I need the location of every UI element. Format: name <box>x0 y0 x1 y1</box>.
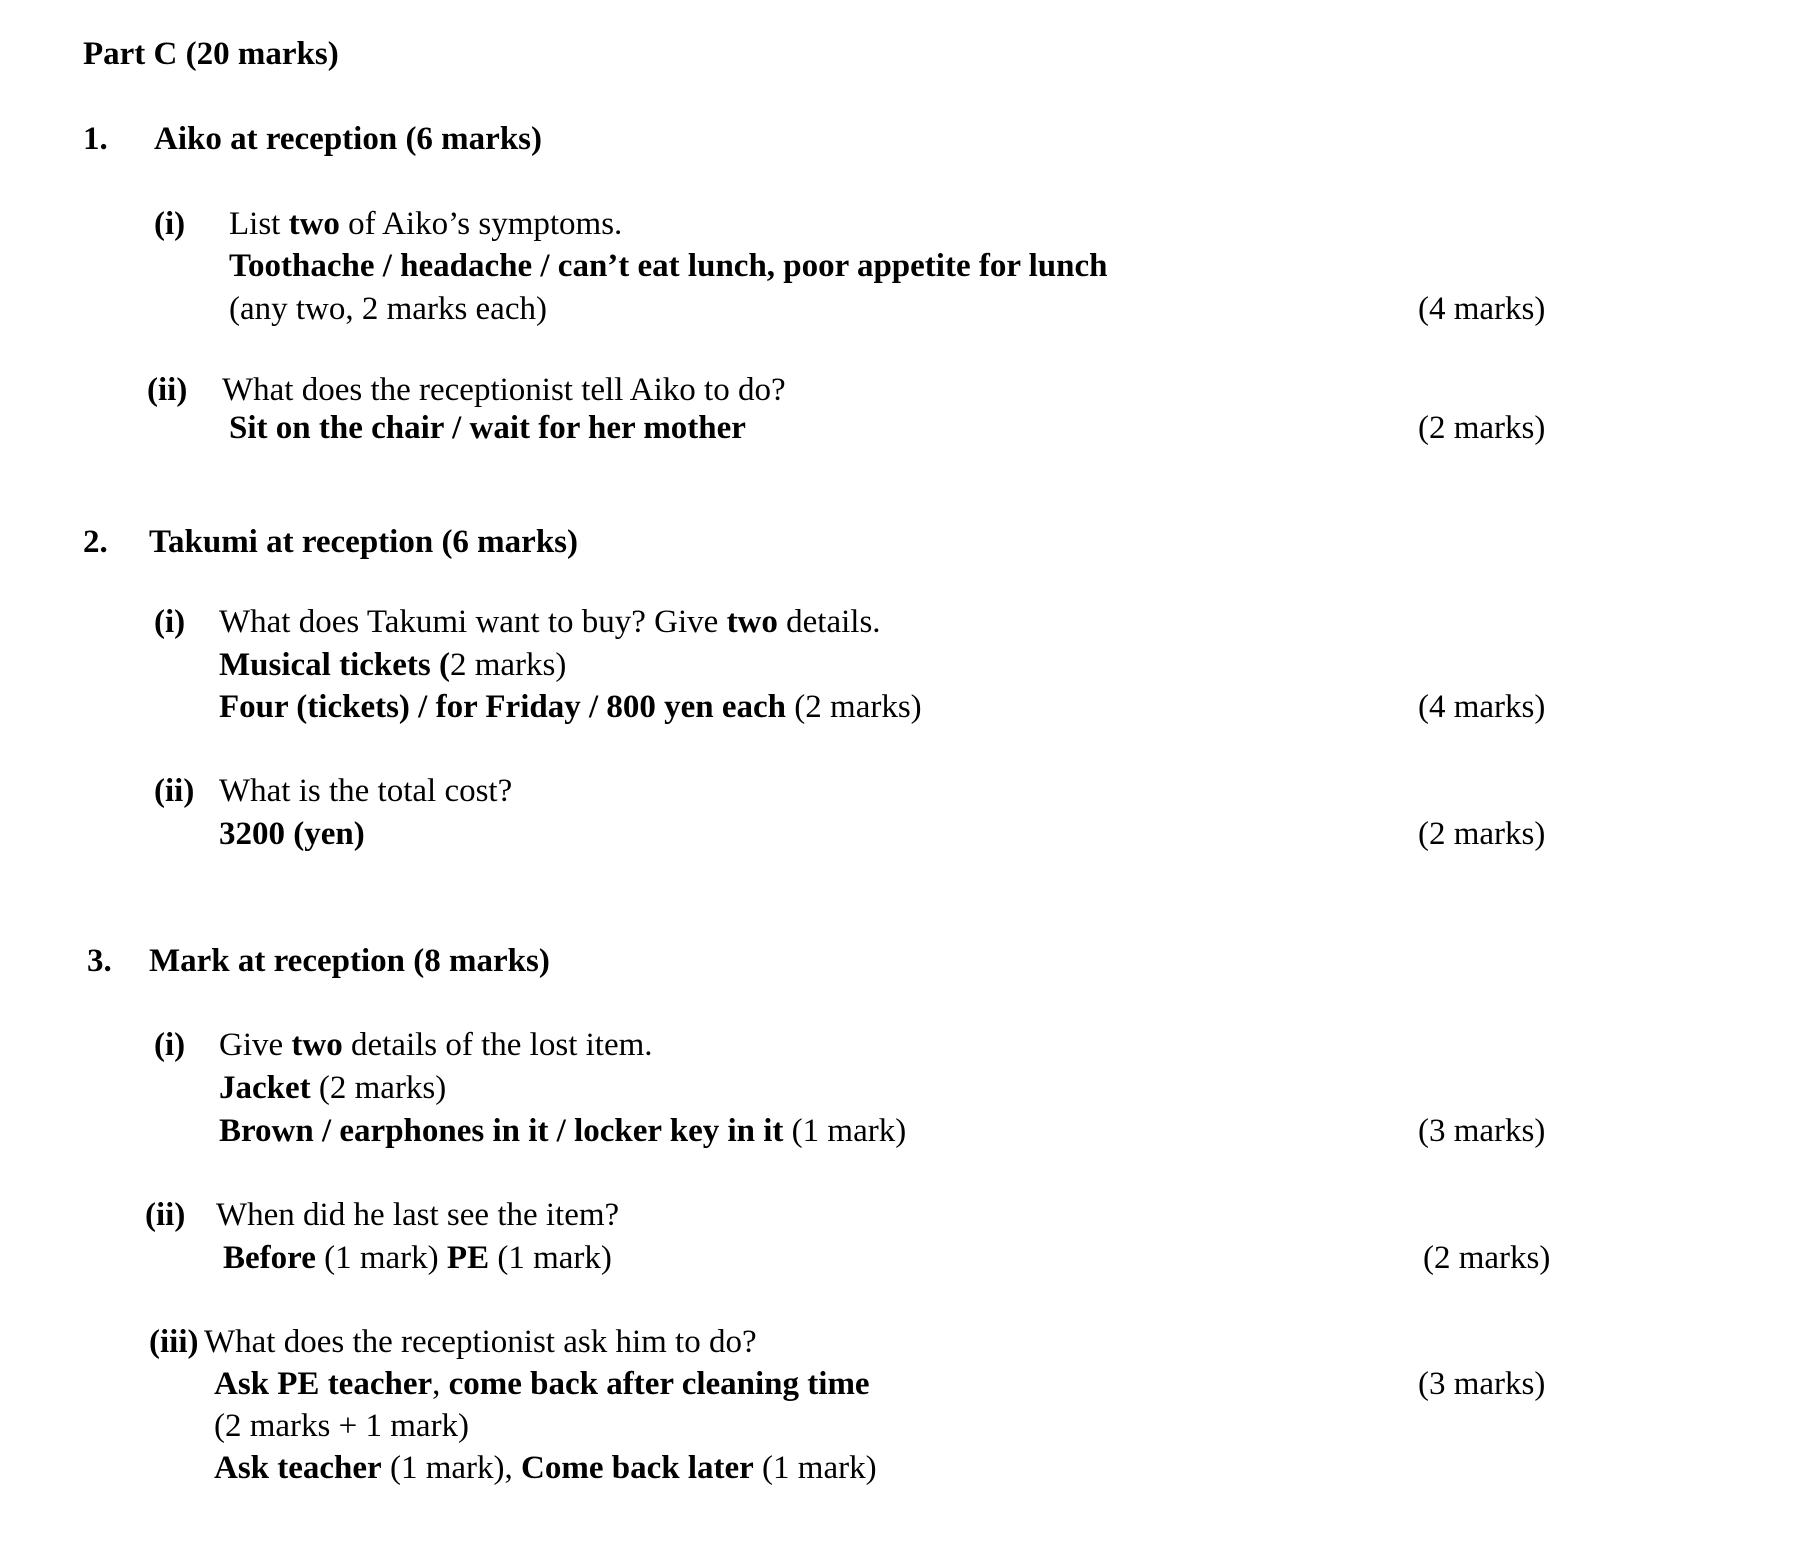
q2-i-answer-2: Four (tickets) / for Friday / 800 yen each (2 marks) <box>219 689 922 725</box>
q3-iii-answer-3: Ask teacher (1 mark), Come back later (1 mark) <box>214 1450 877 1486</box>
q3-ii-marks: (2 marks) <box>1423 1240 1551 1276</box>
q2-i-marks: (4 marks) <box>1418 689 1546 725</box>
q3-ii-label: (ii) <box>145 1197 186 1233</box>
q2-i-answer-1: Musical tickets (2 marks) <box>219 647 567 683</box>
q2-i-question: What does Takumi want to buy? Give two details. <box>219 604 881 640</box>
q1-i-marks: (4 marks) <box>1418 291 1546 327</box>
q1-ii-label: (ii) <box>147 372 188 408</box>
q3-i-question: Give two details of the lost item. <box>219 1027 653 1063</box>
q2-number: 2. <box>83 524 108 560</box>
q3-iii-answer-1: Ask PE teacher, come back after cleaning time <box>214 1366 870 1402</box>
q3-i-answer-1: Jacket (2 marks) <box>219 1070 447 1106</box>
q1-ii-question: What does the receptionist tell Aiko to do? <box>222 372 786 408</box>
q2-i-label: (i) <box>154 604 186 640</box>
q1-ii-marks: (2 marks) <box>1418 410 1546 446</box>
q3-i-answer-2: Brown / earphones in it / locker key in it (1 mark) <box>219 1113 907 1149</box>
q3-i-marks: (3 marks) <box>1418 1113 1546 1149</box>
q1-title: Aiko at reception (6 marks) <box>154 121 543 157</box>
q3-iii-answer-2: (2 marks + 1 mark) <box>214 1408 470 1444</box>
q3-iii-marks: (3 marks) <box>1418 1366 1546 1402</box>
q2-title: Takumi at reception (6 marks) <box>149 524 578 560</box>
q1-i-label: (i) <box>154 206 186 242</box>
q1-number: 1. <box>83 121 108 157</box>
q3-title: Mark at reception (8 marks) <box>149 943 550 979</box>
q3-ii-question: When did he last see the item? <box>216 1197 620 1233</box>
q1-i-answer: Toothache / headache / can’t eat lunch, poor appetite for lunch <box>229 248 1108 284</box>
q2-ii-label: (ii) <box>154 773 195 809</box>
q1-i-question: List two of Aiko’s symptoms. <box>229 206 623 242</box>
q3-ii-answer: Before (1 mark) PE (1 mark) <box>223 1240 612 1276</box>
q1-ii-answer: Sit on the chair / wait for her mother <box>229 410 746 446</box>
q3-iii-question: What does the receptionist ask him to do? <box>204 1324 757 1360</box>
q2-ii-question: What is the total cost? <box>219 773 513 809</box>
q3-i-label: (i) <box>154 1027 186 1063</box>
q2-ii-answer: 3200 (yen) <box>219 816 365 852</box>
q3-number: 3. <box>87 943 112 979</box>
part-title: Part C (20 marks) <box>83 36 339 72</box>
q3-iii-label: (iii) <box>149 1324 199 1360</box>
q1-i-note: (any two, 2 marks each) <box>229 291 547 327</box>
q2-ii-marks: (2 marks) <box>1418 816 1546 852</box>
